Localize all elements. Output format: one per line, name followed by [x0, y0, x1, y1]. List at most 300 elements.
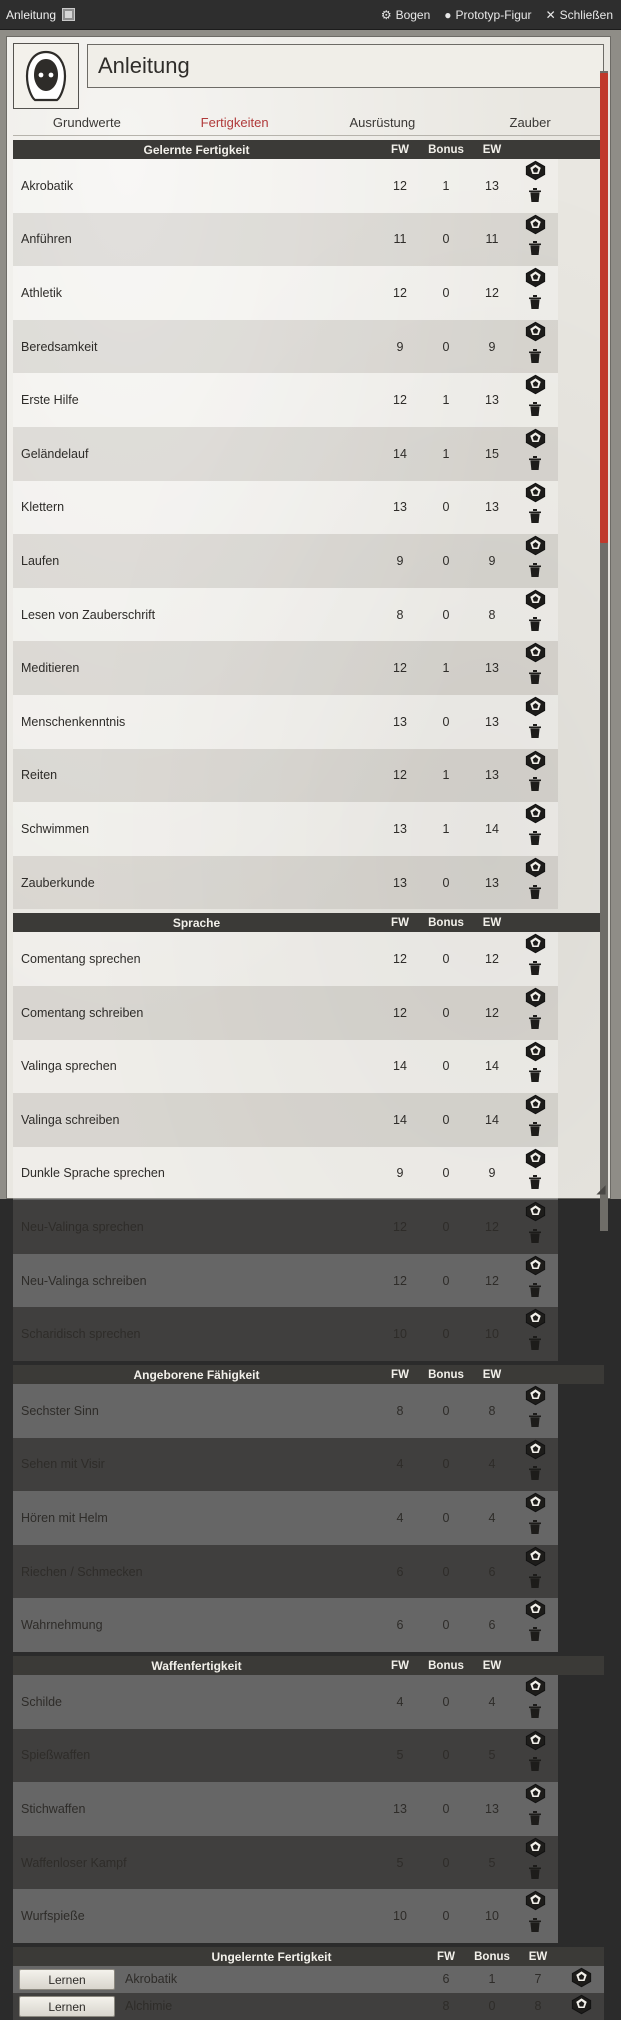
col-bonus: Bonus [466, 1947, 518, 1966]
skill-fw: 12 [393, 768, 407, 783]
skill-name: Akrobatik [125, 1972, 178, 1987]
skill-bonus: 0 [442, 1220, 450, 1235]
table-row[interactable] [13, 588, 604, 642]
learn-button[interactable]: Lernen [19, 1969, 115, 1990]
col-ew: EW [472, 140, 512, 159]
table-row[interactable] [13, 159, 604, 213]
trash-icon[interactable] [512, 1411, 558, 1438]
trash-icon[interactable] [512, 454, 558, 481]
skill-name: Waffenloser Kampf [21, 1855, 127, 1870]
trash-icon[interactable] [512, 293, 558, 320]
skill-name: Stichwaffen [21, 1802, 86, 1817]
table-row[interactable] [13, 266, 604, 320]
skill-name: Neu-Valinga sprechen [21, 1220, 144, 1235]
skill-bonus: 1 [442, 661, 450, 676]
skill-section [13, 140, 604, 909]
dice-icon[interactable] [512, 1836, 558, 1863]
dice-icon[interactable] [512, 373, 558, 400]
skill-bonus: 0 [442, 285, 450, 300]
section-title: Angeborene Fähigkeit [13, 1365, 380, 1384]
section-title: Waffenfertigkeit [13, 1656, 380, 1675]
section-title: Sprache [13, 913, 380, 932]
skill-ew: 12 [485, 1273, 499, 1288]
skill-ew: 8 [488, 607, 496, 622]
dice-icon[interactable] [512, 1040, 558, 1067]
dice-icon[interactable] [512, 856, 558, 883]
skill-fw: 13 [393, 875, 407, 890]
skill-ew: 14 [485, 1059, 499, 1074]
table-row[interactable] [13, 1545, 604, 1599]
skill-fw: 13 [393, 500, 407, 515]
skill-bonus: 0 [442, 875, 450, 890]
skill-name: Klettern [21, 500, 65, 515]
dice-icon[interactable] [512, 213, 558, 240]
skill-fw: 11 [393, 232, 407, 247]
skill-bonus: 0 [442, 1327, 450, 1342]
section-title: Gelernte Fertigkeit [13, 140, 380, 159]
skill-bonus: 0 [442, 339, 450, 354]
trash-icon[interactable] [512, 1464, 558, 1491]
trash-icon[interactable] [512, 1120, 558, 1147]
trash-icon[interactable] [512, 507, 558, 534]
dice-icon[interactable] [512, 1200, 558, 1227]
dice-icon[interactable] [512, 986, 558, 1013]
dice-icon[interactable] [512, 159, 558, 186]
dice-icon[interactable] [512, 1384, 558, 1411]
figure-label: Prototyp-Figur [455, 7, 532, 22]
skill-ew: 10 [485, 1327, 499, 1342]
col-roll [512, 1656, 558, 1675]
skill-ew: 13 [485, 1802, 499, 1817]
col-roll [512, 1365, 558, 1384]
table-row[interactable] [13, 1598, 604, 1652]
skill-ew: 8 [534, 1999, 542, 2014]
skill-name: Sechster Sinn [21, 1403, 99, 1418]
skill-name: Schwimmen [21, 821, 90, 836]
dice-icon[interactable] [512, 1675, 558, 1702]
col-fw: FW [380, 140, 420, 159]
skill-fw: 4 [396, 1511, 404, 1526]
dice-icon[interactable] [512, 695, 558, 722]
skill-ew: 13 [485, 714, 499, 729]
table-row[interactable] [13, 1889, 604, 1943]
skill-name: Anführen [21, 232, 72, 247]
skill-ew: 10 [485, 1909, 499, 1924]
skill-ew: 13 [485, 661, 499, 676]
trash-icon[interactable] [512, 1227, 558, 1254]
skill-ew: 13 [485, 178, 499, 193]
table-row[interactable] [13, 427, 604, 481]
skill-fw: 10 [393, 1327, 407, 1342]
trash-icon[interactable] [512, 1809, 558, 1836]
hooded-figure-icon [23, 50, 69, 102]
table-row[interactable] [13, 1966, 604, 1993]
skill-ew: 8 [488, 1403, 496, 1418]
skill-fw: 5 [396, 1855, 404, 1870]
tab-zauber[interactable]: Zauber [509, 115, 551, 130]
dice-icon[interactable] [512, 749, 558, 776]
skill-fw: 9 [396, 1166, 404, 1181]
table-row[interactable] [13, 1782, 604, 1836]
skill-bonus: 0 [442, 1005, 450, 1020]
dice-icon[interactable] [512, 1147, 558, 1174]
skill-section [13, 1656, 604, 1943]
skill-fw: 6 [396, 1564, 404, 1579]
trash-icon[interactable] [512, 959, 558, 986]
dice-icon[interactable] [512, 1438, 558, 1465]
skill-ew: 5 [488, 1855, 496, 1870]
skill-fw: 12 [393, 178, 407, 193]
skill-ew: 9 [488, 553, 496, 568]
skill-fw: 12 [393, 285, 407, 300]
bogen-label: Bogen [395, 7, 431, 22]
skill-name: Zauberkunde [21, 875, 95, 890]
trash-icon[interactable] [512, 1173, 558, 1200]
skill-bonus: 0 [442, 553, 450, 568]
skill-name: Laufen [21, 553, 60, 568]
skill-bonus: 0 [442, 1618, 450, 1633]
col-fw: FW [380, 1365, 420, 1384]
skill-fw: 8 [396, 1403, 404, 1418]
skill-ew: 4 [488, 1694, 496, 1709]
skill-bonus: 0 [442, 1802, 450, 1817]
section-header-spacer [13, 1947, 117, 1966]
skill-bonus: 0 [442, 1457, 450, 1472]
skill-name: Wurfspieße [21, 1909, 85, 1924]
skill-fw: 13 [393, 1802, 407, 1817]
skill-fw: 12 [393, 393, 407, 408]
skill-ew: 6 [488, 1564, 496, 1579]
table-row[interactable] [13, 1307, 604, 1361]
trash-icon[interactable] [512, 1863, 558, 1890]
skill-bonus: 0 [442, 1748, 450, 1763]
dice-icon[interactable] [512, 534, 558, 561]
gear-icon: ⚙ [380, 7, 392, 22]
skill-ew: 13 [485, 500, 499, 515]
skill-fw: 5 [396, 1748, 404, 1763]
col-bonus: Bonus [420, 913, 472, 932]
trash-icon[interactable] [512, 775, 558, 802]
tab-grundwerte[interactable]: Grundwerte [52, 115, 121, 130]
trash-icon[interactable] [512, 722, 558, 749]
col-delete [558, 140, 604, 159]
col-bonus: Bonus [420, 1656, 472, 1675]
dice-icon[interactable] [512, 427, 558, 454]
skill-fw: 14 [393, 446, 407, 461]
skill-bonus: 0 [442, 714, 450, 729]
tab-ausruestung[interactable]: Ausrüstung [349, 115, 416, 130]
skill-bonus: 0 [442, 232, 450, 247]
skill-ew: 5 [488, 1748, 496, 1763]
window-body [0, 30, 621, 2014]
skill-ew: 12 [485, 952, 499, 967]
user-icon: ● [444, 7, 452, 22]
skill-ew: 9 [488, 339, 496, 354]
trash-icon[interactable] [512, 1702, 558, 1729]
skill-fw: 14 [393, 1059, 407, 1074]
skill-bonus: 0 [442, 1855, 450, 1870]
col-fw: FW [380, 913, 420, 932]
tab-bar [13, 113, 604, 136]
dice-icon[interactable] [512, 802, 558, 829]
skill-ew: 4 [488, 1457, 496, 1472]
bogen-button[interactable] [381, 8, 430, 22]
skill-name: Comentang sprechen [21, 952, 141, 967]
skill-bonus: 0 [442, 1403, 450, 1418]
skill-bonus: 1 [442, 178, 450, 193]
col-ew: EW [518, 1947, 558, 1966]
skill-ew: 12 [485, 1220, 499, 1235]
dice-icon[interactable] [512, 588, 558, 615]
skill-ew: 7 [534, 1972, 542, 1987]
skill-name: Geländelauf [21, 446, 89, 461]
table-row[interactable] [13, 213, 604, 267]
table-row[interactable] [13, 1675, 604, 1729]
trash-icon[interactable] [512, 1572, 558, 1599]
skill-fw: 4 [396, 1457, 404, 1472]
section-title: Ungelernte Fertigkeit [117, 1947, 426, 1966]
dice-icon[interactable] [512, 1491, 558, 1518]
skill-section [13, 913, 604, 1361]
skill-fw: 9 [396, 553, 404, 568]
skill-name: Comentang schreiben [21, 1005, 144, 1020]
table-row[interactable] [13, 320, 604, 374]
col-bonus: Bonus [420, 1365, 472, 1384]
dice-icon[interactable] [558, 1966, 604, 1993]
trash-icon[interactable] [512, 1281, 558, 1308]
skill-name: Erste Hilfe [21, 393, 79, 408]
skill-fw: 9 [396, 339, 404, 354]
skill-fw: 8 [442, 1999, 450, 2014]
skill-ew: 12 [485, 1005, 499, 1020]
close-button[interactable] [546, 8, 613, 22]
skill-bonus: 0 [488, 1999, 496, 2014]
skill-name: Sehen mit Visir [21, 1457, 105, 1472]
dice-icon[interactable] [512, 1254, 558, 1281]
col-bonus: Bonus [420, 140, 472, 159]
skill-fw: 6 [442, 1972, 450, 1987]
dice-icon[interactable] [512, 1889, 558, 1916]
trash-icon[interactable] [512, 1916, 558, 1943]
skill-fw: 10 [393, 1909, 407, 1924]
skill-name: Reiten [21, 768, 58, 783]
character-name-field[interactable] [87, 44, 604, 88]
skill-bonus: 0 [442, 607, 450, 622]
col-delete [558, 1365, 604, 1384]
skill-bonus: 0 [442, 1564, 450, 1579]
skill-fw: 13 [393, 821, 407, 836]
dice-icon[interactable] [512, 641, 558, 668]
skill-name: Spießwaffen [21, 1748, 91, 1763]
trash-icon[interactable] [512, 400, 558, 427]
dice-icon[interactable] [512, 1093, 558, 1120]
skill-ew: 15 [485, 446, 499, 461]
skill-fw: 12 [393, 1273, 407, 1288]
dice-icon[interactable] [512, 1598, 558, 1625]
skill-name: Alchimie [125, 1999, 173, 2014]
avatar[interactable] [13, 43, 79, 109]
skill-bonus: 1 [442, 446, 450, 461]
table-row[interactable] [13, 1200, 604, 1254]
table-row[interactable] [13, 1993, 604, 2020]
skill-name: Hören mit Helm [21, 1511, 108, 1526]
learn-button[interactable]: Lernen [19, 1996, 115, 2017]
dice-icon[interactable] [512, 1782, 558, 1809]
col-roll [512, 913, 558, 932]
skill-ew: 14 [485, 1112, 499, 1127]
table-row[interactable] [13, 1254, 604, 1308]
table-row[interactable] [13, 986, 604, 1040]
skill-ew: 13 [485, 768, 499, 783]
skill-fw: 6 [396, 1618, 404, 1633]
skill-name: Meditieren [21, 661, 80, 676]
skill-name: Riechen / Schmecken [21, 1564, 143, 1579]
skill-bonus: 1 [442, 393, 450, 408]
skill-section [13, 1947, 604, 2020]
skill-name: Schilde [21, 1694, 62, 1709]
skill-name: Beredsamkeit [21, 339, 98, 354]
dice-icon[interactable] [512, 932, 558, 959]
col-delete [558, 913, 604, 932]
table-row[interactable] [13, 802, 604, 856]
skill-name: Neu-Valinga schreiben [21, 1273, 147, 1288]
table-row[interactable] [13, 1491, 604, 1545]
skill-ew: 9 [488, 1166, 496, 1181]
table-row[interactable] [13, 1384, 604, 1438]
table-row[interactable] [13, 1729, 604, 1783]
skill-ew: 13 [485, 875, 499, 890]
dice-icon[interactable] [512, 266, 558, 293]
skill-ew: 11 [485, 232, 499, 247]
skill-bonus: 1 [442, 821, 450, 836]
skill-bonus: 0 [442, 1166, 450, 1181]
skill-fw: 8 [396, 607, 404, 622]
skill-fw: 12 [393, 661, 407, 676]
close-icon: ✕ [545, 7, 556, 22]
skill-bonus: 1 [442, 768, 450, 783]
col-ew: EW [472, 1656, 512, 1675]
window-icon [62, 8, 75, 21]
close-label: Schließen [559, 7, 613, 22]
table-row[interactable] [13, 1438, 604, 1492]
trash-icon[interactable] [512, 561, 558, 588]
skill-ew: 4 [488, 1511, 496, 1526]
table-row[interactable] [13, 1093, 604, 1147]
titlebar [0, 0, 621, 30]
skill-name: Scharidisch sprechen [21, 1327, 141, 1342]
skill-bonus: 0 [442, 1273, 450, 1288]
skill-name: Akrobatik [21, 178, 74, 193]
skill-ew: 13 [485, 393, 499, 408]
skill-name: Lesen von Zauberschrift [21, 607, 156, 622]
trash-icon[interactable] [512, 1013, 558, 1040]
trash-icon[interactable] [512, 883, 558, 910]
skill-sections [7, 140, 610, 2020]
trash-icon[interactable] [512, 347, 558, 374]
skill-fw: 13 [393, 714, 407, 729]
dice-icon[interactable] [512, 1729, 558, 1756]
skill-bonus: 0 [442, 952, 450, 967]
titlebar-left [6, 8, 75, 22]
trash-icon[interactable] [512, 829, 558, 856]
skill-fw: 14 [393, 1112, 407, 1127]
skill-ew: 12 [485, 285, 499, 300]
col-ew: EW [472, 1365, 512, 1384]
skill-bonus: 1 [488, 1972, 496, 1987]
col-fw: FW [426, 1947, 466, 1966]
table-row[interactable] [13, 1147, 604, 1201]
trash-icon[interactable] [512, 1518, 558, 1545]
table-row[interactable] [13, 1040, 604, 1094]
skill-bonus: 0 [442, 500, 450, 515]
table-row[interactable] [13, 373, 604, 427]
table-row[interactable] [13, 534, 604, 588]
trash-icon[interactable] [512, 1066, 558, 1093]
dice-icon[interactable] [512, 1545, 558, 1572]
skill-bonus: 0 [442, 1909, 450, 1924]
skill-fw: 12 [393, 1220, 407, 1235]
skill-bonus: 0 [442, 1511, 450, 1526]
skill-fw: 12 [393, 1005, 407, 1020]
skill-name: Valinga sprechen [21, 1059, 117, 1074]
skill-ew: 6 [488, 1618, 496, 1633]
tab-fertigkeiten[interactable]: Fertigkeiten [200, 115, 269, 130]
dice-icon[interactable] [512, 1307, 558, 1334]
col-ew: EW [472, 913, 512, 932]
character-sheet [6, 36, 611, 2014]
skill-name: Dunkle Sprache sprechen [21, 1166, 165, 1181]
sheet-header [7, 37, 610, 109]
figure-button[interactable] [444, 8, 531, 22]
trash-icon[interactable] [512, 1625, 558, 1652]
skill-name: Menschenkenntnis [21, 714, 126, 729]
col-roll [558, 1947, 604, 1966]
trash-icon[interactable] [512, 668, 558, 695]
scrollbar-thumb[interactable] [600, 73, 608, 543]
resize-grip[interactable]: ◢ [596, 1182, 606, 1196]
trash-icon[interactable] [512, 1334, 558, 1361]
skill-bonus: 0 [442, 1694, 450, 1709]
learn-cell [13, 1993, 117, 2020]
col-roll [512, 140, 558, 159]
table-row[interactable] [13, 695, 604, 749]
table-row[interactable] [13, 856, 604, 910]
skill-name: Valinga schreiben [21, 1112, 120, 1127]
dice-icon[interactable] [558, 1993, 604, 2020]
trash-icon[interactable] [512, 1755, 558, 1782]
trash-icon[interactable] [512, 615, 558, 642]
skill-ew: 14 [485, 821, 499, 836]
character-name: Anleitung [98, 53, 190, 78]
skill-fw: 4 [396, 1694, 404, 1709]
skill-name: Athletik [21, 285, 62, 300]
skill-bonus: 0 [442, 1112, 450, 1127]
dice-icon[interactable] [512, 320, 558, 347]
trash-icon[interactable] [512, 239, 558, 266]
skill-fw: 12 [393, 952, 407, 967]
table-row[interactable] [13, 932, 604, 986]
table-row[interactable] [13, 481, 604, 535]
table-row[interactable] [13, 749, 604, 803]
trash-icon[interactable] [512, 186, 558, 213]
skill-section [13, 1365, 604, 1652]
table-row[interactable] [13, 641, 604, 695]
skill-name: Wahrnehmung [21, 1618, 103, 1633]
table-row[interactable] [13, 1836, 604, 1890]
col-fw: FW [380, 1656, 420, 1675]
titlebar-actions [381, 8, 613, 22]
dice-icon[interactable] [512, 481, 558, 508]
